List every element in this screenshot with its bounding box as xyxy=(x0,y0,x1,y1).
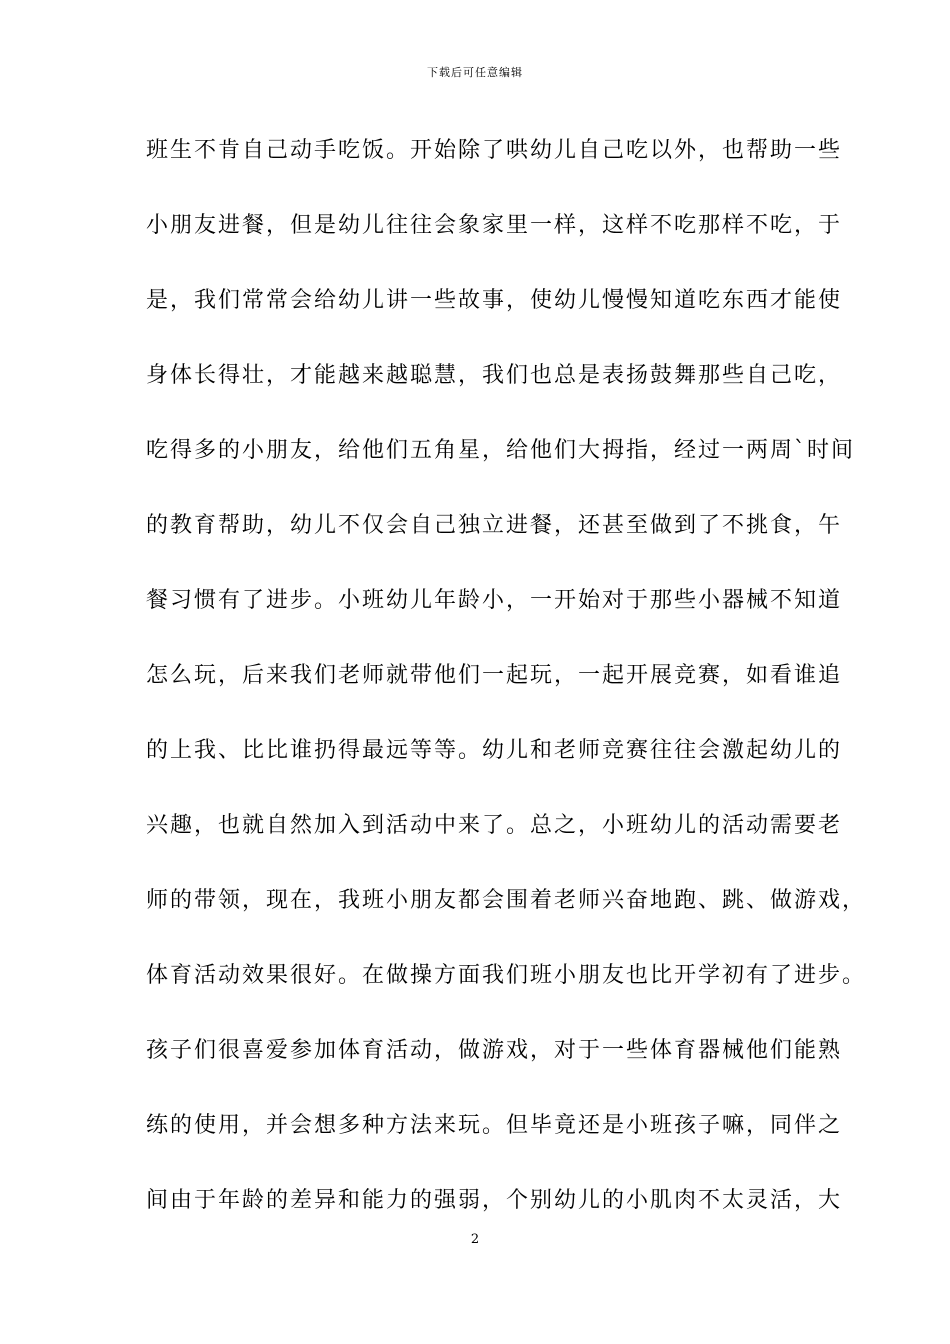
text-line: 孩子们很喜爱参加体育活动，做游戏，对于一些体育器械他们能熟 xyxy=(146,1038,843,1063)
text-line: 间由于年龄的差异和能力的强弱，个别幼儿的小肌肉不太灵活，大 xyxy=(146,1188,843,1213)
text-line: 的教育帮助，幼儿不仅会自己独立进餐，还甚至做到了不挑食，午 xyxy=(146,513,843,538)
text-line: 体育活动效果很好。在做操方面我们班小朋友也比开学初有了进步。 xyxy=(146,963,867,988)
text-line: 怎么玩，后来我们老师就带他们一起玩，一起开展竞赛，如看谁追 xyxy=(146,663,843,688)
text-line: 兴趣，也就自然加入到活动中来了。总之，小班幼儿的活动需要老 xyxy=(146,813,843,838)
text-line: 练的使用，并会想多种方法来玩。但毕竟还是小班孩子嘛，同伴之 xyxy=(146,1113,843,1138)
page-number: 2 xyxy=(470,1232,480,1247)
text-line: 班生不肯自己动手吃饭。开始除了哄幼儿自己吃以外，也帮助一些 xyxy=(146,138,843,163)
page-header: 下载后可任意编辑 xyxy=(427,66,523,79)
text-line: 身体长得壮，才能越来越聪慧，我们也总是表扬鼓舞那些自己吃， xyxy=(146,363,843,388)
text-line: 的上我、比比谁扔得最远等等。幼儿和老师竞赛往往会激起幼儿的 xyxy=(146,738,843,763)
body-text xyxy=(146,131,867,1256)
text-line: 餐习惯有了进步。小班幼儿年龄小，一开始对于那些小器械不知道 xyxy=(146,588,843,613)
text-line: 师的带领，现在，我班小朋友都会围着老师兴奋地跑、跳、做游戏， xyxy=(146,888,867,913)
text-line: 吃得多的小朋友，给他们五角星，给他们大拇指，经过一两周`时间 xyxy=(146,438,856,463)
text-line: 小朋友进餐，但是幼儿往往会象家里一样，这样不吃那样不吃，于 xyxy=(146,213,843,238)
text-line: 是，我们常常会给幼儿讲一些故事，使幼儿慢慢知道吃东西才能使 xyxy=(146,288,843,313)
